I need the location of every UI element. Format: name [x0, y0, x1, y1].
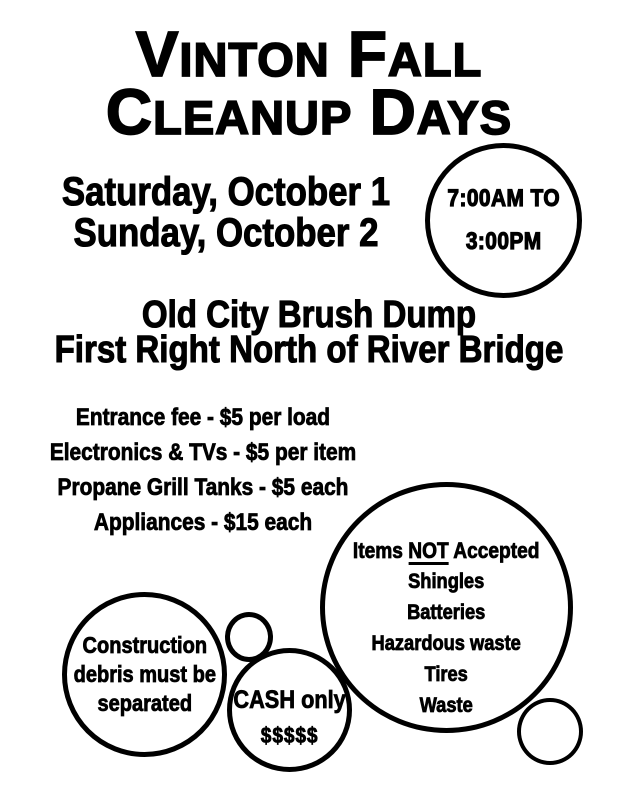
cash-only-circle: [227, 648, 352, 772]
time-circle: [425, 143, 582, 298]
date-line-saturday: Saturday, October 1: [61, 170, 391, 214]
not-accepted-heading-suffix: Accepted: [448, 538, 540, 563]
cash-only-content: [233, 686, 345, 749]
fee-item-propane: Propane Grill Tanks - $5 each: [57, 474, 349, 501]
location-line-2: First Right North of River Bridge: [54, 329, 564, 371]
cash-dollar-signs: $$$$$: [260, 722, 319, 748]
not-accepted-item-waste: Waste: [419, 694, 474, 717]
not-accepted-heading-prefix: Items: [353, 538, 409, 563]
fees-list: [26, 400, 379, 540]
cash-only-label: CASH only: [233, 685, 346, 714]
fee-item-appliances: Appliances - $15 each: [93, 509, 313, 536]
date-line-sunday: Sunday, October 2: [73, 211, 379, 255]
items-not-accepted-circle: [320, 482, 573, 733]
construction-note: [73, 631, 215, 718]
not-accepted-item-batteries: Batteries: [407, 601, 486, 624]
construction-line-1: Construction: [82, 632, 207, 658]
fee-item-entrance: Entrance fee - $5 per load: [75, 404, 331, 431]
time-range: [447, 185, 560, 256]
not-accepted-item-tires: Tires: [424, 663, 469, 686]
location-line-1: Old City Brush Dump: [141, 294, 477, 336]
fee-item-electronics: Electronics & TVs - $5 per item: [49, 439, 357, 466]
construction-line-2: debris must be: [73, 661, 216, 687]
not-accepted-heading: [353, 535, 540, 566]
time-range-line-1: 7:00AM TO: [447, 185, 560, 212]
not-accepted-heading-underlined: NOT: [409, 540, 449, 565]
page-title-line-1: VINTON FALL: [135, 18, 483, 90]
time-range-line-2: 3:00PM: [465, 228, 542, 255]
construction-circle: [62, 592, 227, 757]
not-accepted-item-shingles: Shingles: [408, 570, 485, 593]
event-location: [40, 294, 578, 371]
not-accepted-item-hazardous-waste: Hazardous waste: [371, 632, 522, 655]
event-dates: [52, 172, 400, 254]
items-not-accepted-content: [353, 487, 540, 721]
construction-line-3: separated: [97, 690, 192, 716]
page-title-line-2: CLEANUP DAYS: [105, 76, 513, 148]
